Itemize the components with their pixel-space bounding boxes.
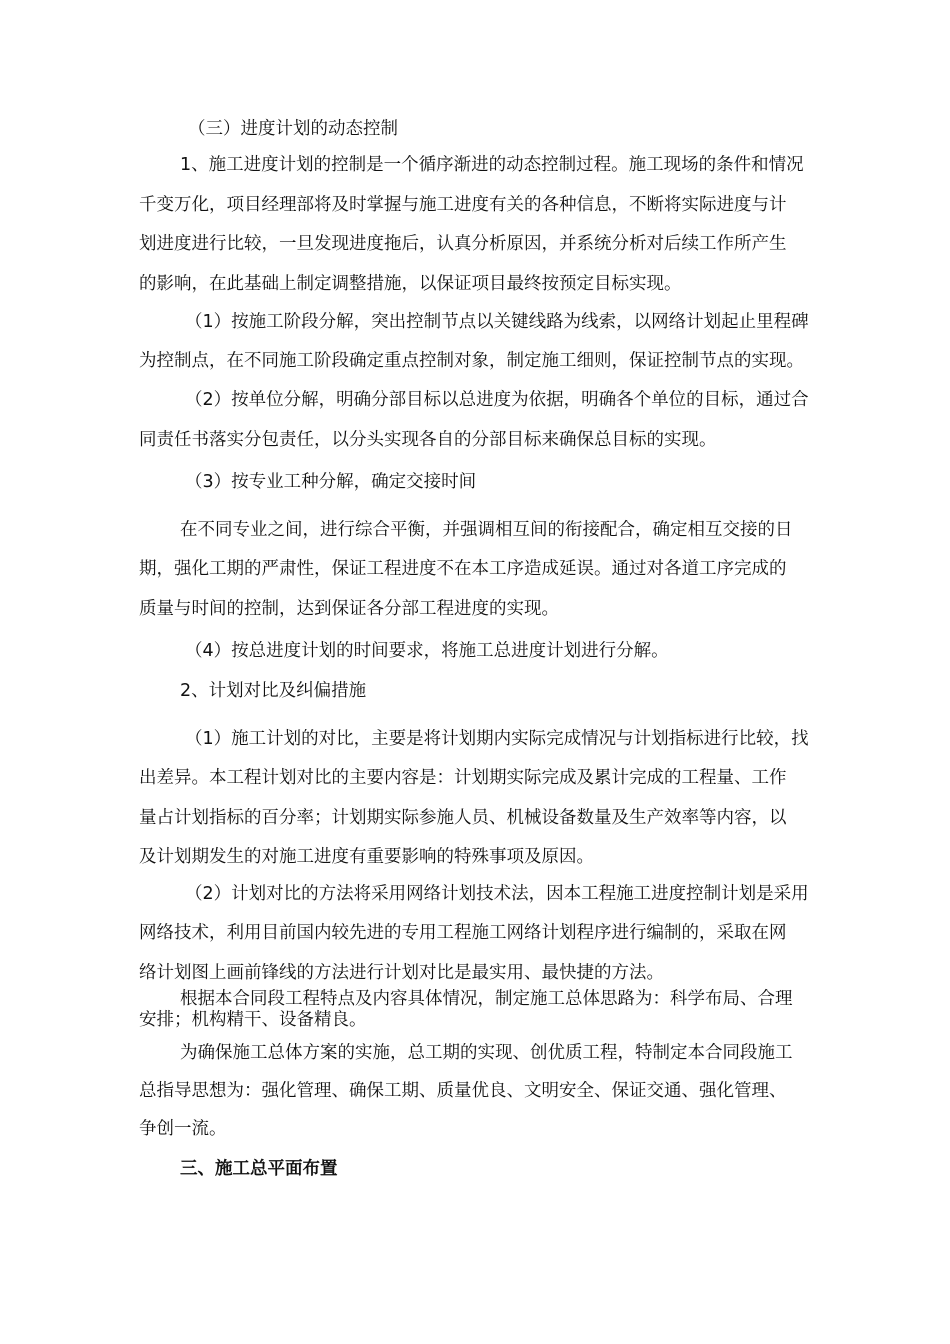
paragraph-line: 期，强化工期的严肃性，保证工程进度不在本工序造成延误。通过对各道工序完成的 — [139, 559, 787, 579]
section-heading: （三）进度计划的动态控制 — [188, 119, 398, 139]
list-item-line: （3）按专业工种分解，确定交接时间 — [185, 472, 477, 492]
list-item-line: （2）按单位分解，明确分部目标以总进度为依据，明确各个单位的目标，通过合 — [185, 390, 809, 410]
list-item-line: 量占计划指标的百分率；计划期实际参施人员、机械设备数量及生产效率等内容，以 — [139, 808, 787, 828]
paragraph-line: 为确保施工总体方案的实施，总工期的实现、创优质工程，特制定本合同段施工 — [180, 1043, 793, 1063]
list-item-line: 同责任书落实分包责任，以分头实现各自的分部目标来确保总目标的实现。 — [139, 430, 717, 450]
chapter-heading: 三、施工总平面布置 — [180, 1159, 338, 1179]
list-item-line: （2）计划对比的方法将采用网络计划技术法，因本工程施工进度控制计划是采用 — [185, 884, 809, 904]
paragraph-line: 根据本合同段工程特点及内容具体情况，制定施工总体思路为：科学布局、合理 — [180, 989, 793, 1009]
list-item-line: 出差异。本工程计划对比的主要内容是：计划期实际完成及累计完成的工程量、工作 — [139, 768, 787, 788]
list-item-line: （4）按总进度计划的时间要求，将施工总进度计划进行分解。 — [185, 641, 669, 661]
paragraph-line: 1、施工进度计划的控制是一个循序渐进的动态控制过程。施工现场的条件和情况 — [180, 155, 804, 175]
subsection-heading: 2、计划对比及纠偏措施 — [180, 681, 367, 701]
list-item-line: （1）按施工阶段分解，突出控制节点以关键线路为线索，以网络计划起止里程碑 — [185, 312, 809, 332]
paragraph-line: 安排；机构精干、设备精良。 — [139, 1010, 367, 1030]
list-item-line: 络计划图上画前锋线的方法进行计划对比是最实用、最快捷的方法。 — [139, 963, 664, 983]
paragraph-line: 争创一流。 — [139, 1119, 227, 1139]
list-item-line: 为控制点，在不同施工阶段确定重点控制对象，制定施工细则，保证控制节点的实现。 — [139, 351, 804, 371]
paragraph-line: 的影响，在此基础上制定调整措施，以保证项目最终按预定目标实现。 — [139, 274, 682, 294]
paragraph-line: 千变万化，项目经理部将及时掌握与施工进度有关的各种信息，不断将实际进度与计 — [139, 195, 787, 215]
paragraph-line: 在不同专业之间，进行综合平衡，并强调相互间的衔接配合，确定相互交接的日 — [180, 520, 793, 540]
list-item-line: 及计划期发生的对施工进度有重要影响的特殊事项及原因。 — [139, 847, 594, 867]
list-item-line: 网络技术，利用目前国内较先进的专用工程施工网络计划程序进行编制的，采取在网 — [139, 923, 787, 943]
paragraph-line: 总指导思想为：强化管理、确保工期、质量优良、文明安全、保证交通、强化管理、 — [139, 1081, 787, 1101]
paragraph-line: 质量与时间的控制，达到保证各分部工程进度的实现。 — [139, 599, 559, 619]
list-item-line: （1）施工计划的对比，主要是将计划期内实际完成情况与计划指标进行比较，找 — [185, 729, 809, 749]
paragraph-line: 划进度进行比较，一旦发现进度拖后，认真分析原因，并系统分析对后续工作所产生 — [139, 234, 787, 254]
